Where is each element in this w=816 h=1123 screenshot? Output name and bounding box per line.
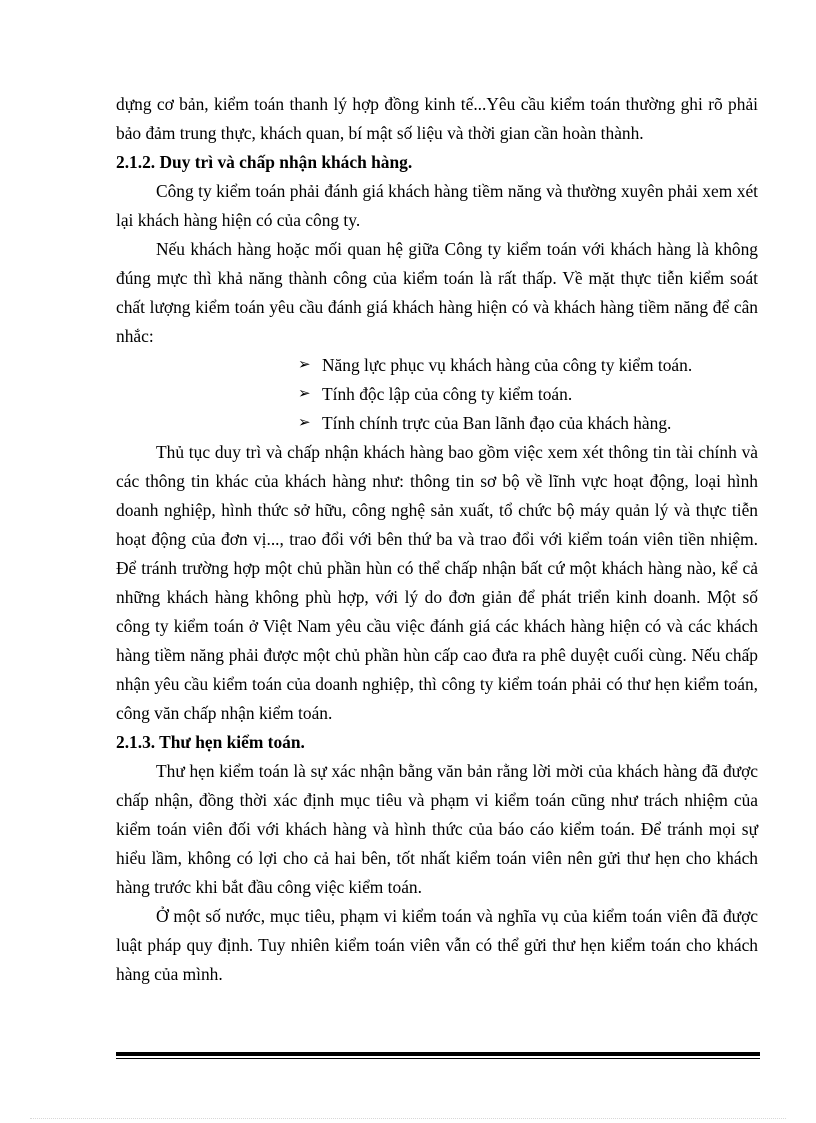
paragraph: Thư hẹn kiểm toán là sự xác nhận bằng văn bản rằng lời mời của khách hàng đã được chấp nhận, đồng thời xác định mục tiêu và phạm vi kiểm toán cũng như trách nhiệm của kiểm toán viên đối với khách hàng và hình thức của báo cáo kiểm toán. Để tránh mọi sự hiểu lầm, không có lợi cho cả hai bên, tốt nhất kiểm toán viên nên gửi thư hẹn cho khách hàng trước khi bắt đầu công việc kiểm toán. xyxy=(116,761,758,897)
paragraph: Nếu khách hàng hoặc mối quan hệ giữa Công ty kiểm toán với khách hàng là không đúng mực thì khả năng thành công của kiểm toán là rất thấp. Về mặt thực tiễn kiểm soát chất lượng kiểm toán yêu cầu đánh giá khách hàng hiện có và khách hàng tiềm năng để cân nhắc: xyxy=(116,239,758,346)
list-item xyxy=(298,351,758,380)
footer-divider-thick xyxy=(116,1052,760,1056)
paragraph-continuation: dựng cơ bản, kiểm toán thanh lý hợp đồng kinh tế...Yêu cầu kiểm toán thường ghi rõ phải bảo đảm trung thực, khách quan, bí mật số liệu và thời gian cần hoàn thành. xyxy=(116,94,758,143)
section-heading-2-1-2: 2.1.2. Duy trì và chấp nhận khách hàng. xyxy=(116,152,413,172)
arrowhead-bullet-icon: ➢ xyxy=(298,386,311,402)
page-bottom-edge xyxy=(30,1118,786,1119)
list-item xyxy=(298,409,758,438)
list-item-text: Tính độc lập của công ty kiểm toán. xyxy=(322,384,573,404)
paragraph: Thủ tục duy trì và chấp nhận khách hàng bao gồm việc xem xét thông tin tài chính và các thông tin khác của khách hàng như: thông tin sơ bộ về lĩnh vực hoạt động, loại hình doanh nghiệp, hình thức sở hữu, công nghệ sản xuất, tổ chức bộ máy quản lý và thực tiễn hoạt động của đơn vị..., trao đổi với bên thứ ba và trao đổi với kiểm toán viên tiền nhiệm. Để tránh trường hợp một chủ phần hùn có thể chấp nhận bất cứ một khách hàng nào, kể cả những khách hàng không phù hợp, với lý do đơn giản để phát triển kinh doanh. Một số công ty kiểm toán ở Việt Nam yêu cầu việc đánh giá các khách hàng hiện có và các khách hàng tiềm năng phải được một chủ phần hùn cấp cao đưa ra phê duyệt cuối cùng. Nếu chấp nhận yêu cầu kiểm toán của doanh nghiệp, thì công ty kiểm toán phải có thư hẹn kiểm toán, công văn chấp nhận kiểm toán. xyxy=(116,442,758,723)
paragraph: Công ty kiểm toán phải đánh giá khách hàng tiềm năng và thường xuyên phải xem xét lại khách hàng hiện có của công ty. xyxy=(116,181,758,230)
paragraph: Ở một số nước, mục tiêu, phạm vi kiểm toán và nghĩa vụ của kiểm toán viên đã được luật pháp quy định. Tuy nhiên kiểm toán viên vẫn có thể gửi thư hẹn kiểm toán cho khách hàng của mình. xyxy=(116,906,758,984)
document-body xyxy=(116,90,758,989)
bullet-list xyxy=(116,351,758,438)
list-item-text: Năng lực phục vụ khách hàng của công ty kiểm toán. xyxy=(322,355,693,375)
section-heading-2-1-3: 2.1.3. Thư hẹn kiểm toán. xyxy=(116,732,305,752)
footer-divider-thin xyxy=(116,1058,760,1059)
list-item-text: Tính chính trực của Ban lãnh đạo của khách hàng. xyxy=(322,413,672,433)
list-item xyxy=(298,380,758,409)
arrowhead-bullet-icon: ➢ xyxy=(298,357,311,373)
arrowhead-bullet-icon: ➢ xyxy=(298,415,311,431)
